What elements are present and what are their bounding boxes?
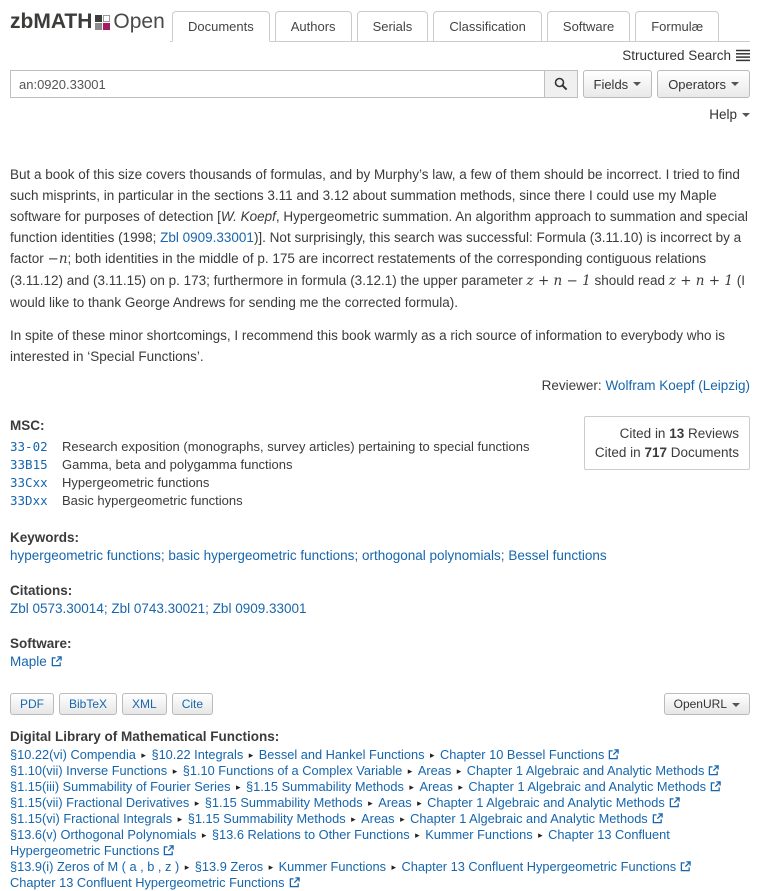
- dlmf-row: [10, 859, 750, 875]
- help-label: Help: [709, 107, 737, 122]
- nav-tab-label: Authors: [290, 19, 336, 34]
- structured-search-link[interactable]: Structured Search: [622, 48, 731, 63]
- dlmf-link[interactable]: §1.10(vii) Inverse Functions: [10, 763, 168, 778]
- reviewer-link[interactable]: Wolfram Koepf (Leipzig): [605, 378, 750, 393]
- dlmf-link[interactable]: Kummer Functions: [278, 859, 387, 874]
- dlmf-separator-icon: ▸: [397, 814, 408, 824]
- review-paragraph-2: In spite of these minor shortcomings, I recommend this book warmly as a rich source of information to everybody who is interested in ‘Special Functions’.: [10, 328, 726, 364]
- dlmf-link[interactable]: Chapter 1 Algebraic and Analytic Methods: [468, 779, 707, 794]
- msc-title: MSC:: [10, 418, 45, 433]
- dlmf-row: [10, 747, 750, 763]
- external-link-icon: [608, 749, 619, 760]
- software-links: [10, 654, 750, 669]
- magnifier-icon: [554, 77, 568, 91]
- external-link-icon: [652, 813, 663, 824]
- text-run: z + n − 1: [526, 273, 591, 289]
- dlmf-link[interactable]: Areas: [417, 763, 452, 778]
- dlmf-link[interactable]: §1.15(iii) Summability of Fourier Series: [10, 779, 231, 794]
- citations-links: [10, 601, 750, 616]
- search-button[interactable]: [544, 70, 578, 98]
- dlmf-link[interactable]: Chapter 1 Algebraic and Analytic Methods: [427, 795, 665, 810]
- dlmf-link[interactable]: §1.15 Summability Methods: [187, 811, 346, 826]
- dlmf-link[interactable]: Chapter 13 Confluent Hypergeometric Functions: [401, 859, 677, 874]
- list-link[interactable]: orthogonal polynomials: [361, 548, 501, 563]
- export-button[interactable]: PDF: [10, 693, 54, 715]
- dlmf-link[interactable]: §13.6(v) Orthogonal Polynomials: [10, 827, 197, 842]
- cited-reviews-suffix: Reviews: [684, 426, 739, 441]
- msc-description: Gamma, beta and polygamma functions: [62, 457, 293, 472]
- dlmf-separator-icon: ▸: [348, 814, 359, 824]
- list-separator: ;: [205, 601, 213, 616]
- zbmath-logo-icon: [95, 15, 110, 30]
- nav-tab-label: Serials: [372, 19, 413, 34]
- list-link[interactable]: Zbl 0573.30014: [10, 601, 104, 616]
- nav-tab[interactable]: [275, 11, 352, 42]
- external-link-icon: [708, 765, 719, 776]
- list-separator: ;: [354, 548, 362, 563]
- text-run: But a book of this size covers thousands of formulas, and by Murphy’s law, a few of them should be incorrect. I tried to find such misprints, in particular in the sections 3.11 and 3.12 about summation methods, since there I could use my Maple software for purposes of detection [: [10, 167, 740, 224]
- external-link-icon: [710, 781, 721, 792]
- dlmf-section: [10, 729, 750, 891]
- dlmf-list: [10, 747, 750, 891]
- chevron-down-icon: [633, 82, 641, 86]
- dlmf-link[interactable]: §10.22 Integrals: [151, 747, 244, 762]
- nav-tab[interactable]: [635, 11, 719, 42]
- dlmf-separator-icon: ▸: [406, 782, 417, 792]
- dlmf-link[interactable]: §1.15 Summability Methods: [204, 795, 363, 810]
- nav-tab[interactable]: [172, 11, 270, 42]
- search-bar: [10, 70, 750, 98]
- dlmf-link[interactable]: §1.15 Summability Methods: [246, 779, 404, 794]
- main-nav-tabs: [170, 10, 750, 42]
- dlmf-row: [10, 779, 750, 795]
- dlmf-separator-icon: ▸: [389, 862, 399, 872]
- dlmf-link[interactable]: Chapter 10 Bessel Functions: [440, 747, 605, 762]
- dlmf-link[interactable]: §1.10 Functions of a Complex Variable: [182, 763, 403, 778]
- dlmf-separator-icon: ▸: [182, 862, 192, 872]
- dlmf-link[interactable]: §13.6 Relations to Other Functions: [211, 827, 410, 842]
- cited-reviews-count: 13: [669, 426, 685, 441]
- structured-search-row: [10, 48, 750, 63]
- list-separator: ;: [500, 548, 509, 563]
- fields-dropdown-label: Fields: [593, 76, 629, 92]
- msc-code-link[interactable]: 33-02: [10, 439, 48, 454]
- dlmf-link[interactable]: §13.9 Zeros: [194, 859, 264, 874]
- msc-code-link[interactable]: 33Dxx: [10, 493, 48, 508]
- dlmf-link[interactable]: Chapter 13 Confluent Hypergeometric Functions: [10, 827, 670, 858]
- software-title: Software:: [10, 636, 72, 651]
- dlmf-link[interactable]: Chapter 1 Algebraic and Analytic Methods: [466, 763, 705, 778]
- keywords-title: Keywords:: [10, 530, 80, 545]
- chevron-down-icon: [731, 82, 739, 86]
- list-link[interactable]: hypergeometric functions: [10, 548, 161, 563]
- text-run: W. Koepf: [220, 209, 276, 224]
- dlmf-separator-icon: ▸: [427, 750, 438, 760]
- text-run: (I would like to thank George Andrews for sending me the corrected formula).: [10, 273, 745, 310]
- external-link-icon: [289, 877, 300, 888]
- keywords-section: [10, 530, 750, 563]
- dlmf-row: [10, 763, 750, 779]
- help-dropdown[interactable]: [709, 107, 750, 122]
- list-separator: ;: [103, 601, 112, 616]
- dlmf-separator-icon: ▸: [455, 782, 466, 792]
- dlmf-separator-icon: ▸: [405, 766, 415, 776]
- dlmf-separator-icon: ▸: [535, 830, 546, 840]
- text-run: , Hypergeometric summation. An algorithm approach to summation and special function identities (1998;: [10, 209, 748, 245]
- dlmf-row: [10, 875, 750, 891]
- cited-documents-prefix: Cited in: [594, 445, 645, 460]
- msc-section: [10, 418, 750, 510]
- export-row: [10, 693, 750, 715]
- msc-row: [10, 492, 750, 510]
- nav-tab-label: Software: [562, 19, 615, 34]
- export-buttons: [10, 693, 218, 715]
- software-section: [10, 636, 750, 669]
- dlmf-separator-icon: ▸: [170, 766, 180, 776]
- search-input[interactable]: [10, 70, 544, 98]
- top-bar: [10, 8, 750, 42]
- operators-dropdown[interactable]: [657, 70, 750, 98]
- dlmf-separator-icon: ▸: [454, 766, 464, 776]
- list-link[interactable]: Zbl 0909.33001: [212, 601, 307, 616]
- structured-search-list-icon[interactable]: [736, 49, 750, 62]
- fields-dropdown[interactable]: [583, 70, 653, 98]
- nav-tab[interactable]: [357, 11, 429, 42]
- dlmf-separator-icon: ▸: [246, 750, 256, 760]
- inline-link[interactable]: Zbl 0909.33001: [160, 230, 254, 245]
- list-link[interactable]: basic hypergeometric functions: [168, 548, 355, 563]
- text-run: ; both identities in the middle of p. 175 are incorrect restatements of the corresponding contiguous relations (3.11.12) and (3.11.15) on p. 173; furthermore in formula (3.12.1) the upper parameter: [10, 251, 707, 288]
- external-link-icon: [680, 861, 691, 872]
- chevron-down-icon: [732, 703, 740, 707]
- dlmf-link[interactable]: Kummer Functions: [425, 827, 533, 842]
- export-button[interactable]: BibTeX: [59, 693, 117, 715]
- list-link[interactable]: Bessel functions: [508, 548, 607, 563]
- export-button[interactable]: XML: [122, 693, 167, 715]
- dlmf-link[interactable]: Areas: [361, 811, 395, 826]
- dlmf-link[interactable]: Chapter 1 Algebraic and Analytic Methods: [410, 811, 648, 826]
- dlmf-link[interactable]: Areas: [378, 795, 412, 810]
- review-body: [10, 164, 750, 367]
- zbmath-logo[interactable]: [10, 8, 170, 42]
- reviewer-label: Reviewer:: [541, 378, 606, 393]
- logo-brand-text: zbMATH: [10, 10, 93, 33]
- external-link-icon: [163, 845, 174, 856]
- nav-tab[interactable]: [433, 11, 542, 42]
- chevron-down-icon: [742, 113, 750, 117]
- dlmf-separator-icon: ▸: [414, 798, 425, 808]
- nav-tab-label: Formulæ: [651, 19, 704, 34]
- list-link[interactable]: Maple: [10, 654, 47, 669]
- dlmf-row: [10, 795, 750, 811]
- nav-tab-label: Classification: [449, 19, 526, 34]
- dlmf-link[interactable]: §1.15(vii) Fractional Derivatives: [10, 795, 190, 810]
- openurl-label: OpenURL: [673, 697, 727, 711]
- openurl-dropdown[interactable]: [664, 693, 750, 715]
- list-link[interactable]: Zbl 0743.30021: [111, 601, 206, 616]
- keywords-links: [10, 548, 750, 563]
- dlmf-separator-icon: ▸: [412, 830, 423, 840]
- dlmf-link[interactable]: §13.9(i) Zeros of M ( a , b , z ): [10, 859, 180, 874]
- msc-description: Research exposition (monographs, survey articles) pertaining to special functions: [62, 439, 530, 454]
- text-run: z + n + 1: [668, 273, 733, 289]
- operators-dropdown-label: Operators: [668, 76, 726, 92]
- external-link-icon: [51, 656, 62, 667]
- msc-row: [10, 474, 750, 492]
- text-run: should read: [590, 273, 669, 288]
- cited-box: [584, 416, 750, 470]
- dlmf-row: [10, 811, 750, 827]
- msc-description: Hypergeometric functions: [62, 475, 210, 490]
- nav-tab[interactable]: [547, 11, 630, 42]
- dlmf-separator-icon: ▸: [266, 862, 276, 872]
- msc-code-link[interactable]: 33Cxx: [10, 475, 48, 490]
- cited-reviews-prefix: Cited in: [619, 426, 670, 441]
- cited-in-reviews-link[interactable]: [595, 424, 739, 443]
- dlmf-row: [10, 827, 750, 859]
- logo-suffix-text: Open: [113, 10, 165, 33]
- citations-title: Citations:: [10, 583, 73, 598]
- export-button[interactable]: Cite: [172, 693, 213, 715]
- nav-tab-label: Documents: [188, 19, 254, 34]
- help-row: [10, 107, 750, 122]
- dlmf-link[interactable]: Chapter 13 Confluent Hypergeometric Functions: [10, 875, 285, 890]
- reviewer-row: [10, 378, 750, 393]
- dlmf-separator-icon: ▸: [138, 750, 149, 760]
- dlmf-link[interactable]: §1.15(vi) Fractional Integrals: [10, 811, 173, 826]
- dlmf-separator-icon: ▸: [233, 782, 243, 792]
- cited-in-documents-link[interactable]: [595, 443, 739, 462]
- citations-section: [10, 583, 750, 616]
- dlmf-separator-icon: ▸: [175, 814, 185, 824]
- review-paragraph-1: [10, 164, 750, 313]
- dlmf-link[interactable]: §10.22(vi) Compendia: [10, 747, 136, 762]
- dlmf-separator-icon: ▸: [199, 830, 209, 840]
- dlmf-separator-icon: ▸: [192, 798, 202, 808]
- dlmf-link[interactable]: Bessel and Hankel Functions: [258, 747, 425, 762]
- cited-documents-suffix: Documents: [666, 445, 739, 460]
- text-run: −n: [47, 251, 68, 267]
- dlmf-separator-icon: ▸: [365, 798, 376, 808]
- dlmf-link[interactable]: Areas: [419, 779, 453, 794]
- msc-description: Basic hypergeometric functions: [62, 493, 243, 508]
- msc-code-link[interactable]: 33B15: [10, 457, 48, 472]
- text-run: )]. Not surprisingly, this search was successful: Formula (3.11.10) is incorrect by a factor: [10, 230, 742, 266]
- cited-documents-count: 717: [644, 445, 667, 460]
- dlmf-title: Digital Library of Mathematical Functions:: [10, 729, 280, 744]
- list-separator: ;: [160, 548, 169, 563]
- external-link-icon: [669, 797, 680, 808]
